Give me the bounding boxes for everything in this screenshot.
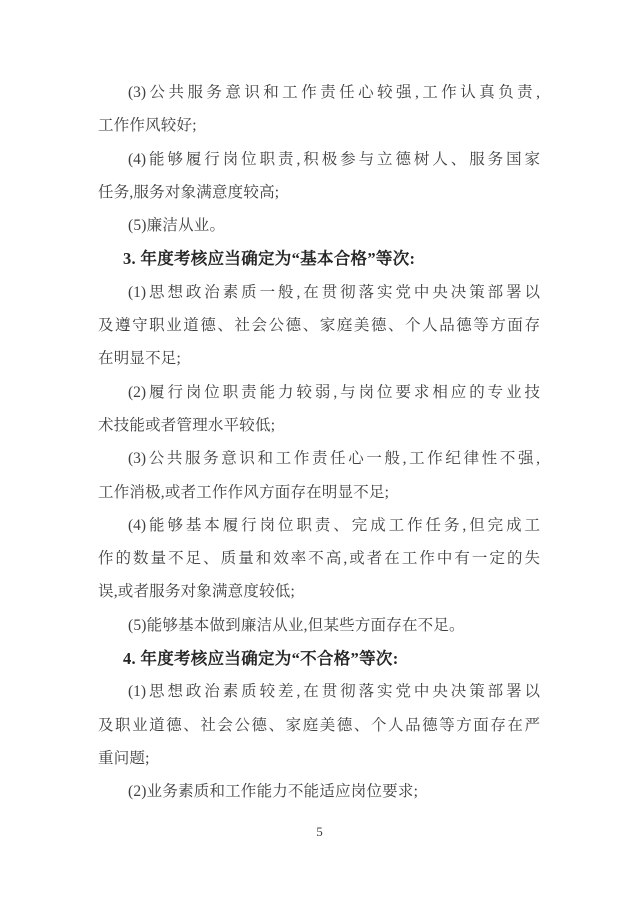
section-heading: 4. 年度考核应当确定为“不合格”等次: [123, 649, 399, 669]
document-text-block [98, 76, 540, 809]
text-line: 任务,服务对象满意度较高; [98, 183, 280, 201]
text-line: 工作作风较好; [98, 117, 197, 135]
text-line: (3)公共服务意识和工作责任心一般,工作纪律性不强, [128, 450, 540, 468]
text-line: 误,或者服务对象满意度较低; [98, 583, 295, 601]
text-line: (3)公共服务意识和工作责任心较强,工作认真负责, [128, 84, 540, 101]
text-line: (5)廉洁从业。 [128, 217, 226, 235]
text-line: 重问题; [98, 749, 150, 767]
text-line: 及遵守职业道德、社会公德、家庭美德、个人品德等方面存 [98, 317, 540, 335]
text-line: 工作消极,或者工作作风方面存在明显不足; [98, 483, 390, 501]
text-line: (2)履行岗位职责能力较弱,与岗位要求相应的专业技 [128, 383, 540, 401]
text-line: 作的数量不足、质量和效率不高,或者在工作中有一定的失 [98, 550, 540, 568]
section-heading: 3. 年度考核应当确定为“基本合格”等次: [123, 249, 416, 269]
text-line: (2)业务素质和工作能力不能适应岗位要求; [128, 783, 419, 801]
page-number: 5 [316, 824, 323, 839]
text-line: (5)能够基本做到廉洁从业,但某些方面存在不足。 [128, 616, 465, 634]
text-line: 在明显不足; [98, 350, 182, 368]
text-line: (1)思想政治素质较差,在贯彻落实党中央决策部署以 [128, 683, 540, 701]
text-line: 术技能或者管理水平较低; [98, 416, 276, 434]
text-line: 及职业道德、社会公德、家庭美德、个人品德等方面存在严 [98, 716, 540, 734]
text-line: (1)思想政治素质一般,在贯彻落实党中央决策部署以 [128, 283, 540, 301]
text-line: (4)能够基本履行岗位职责、完成工作任务,但完成工 [128, 516, 540, 534]
text-line: (4)能够履行岗位职责,积极参与立德树人、服务国家 [128, 150, 540, 168]
